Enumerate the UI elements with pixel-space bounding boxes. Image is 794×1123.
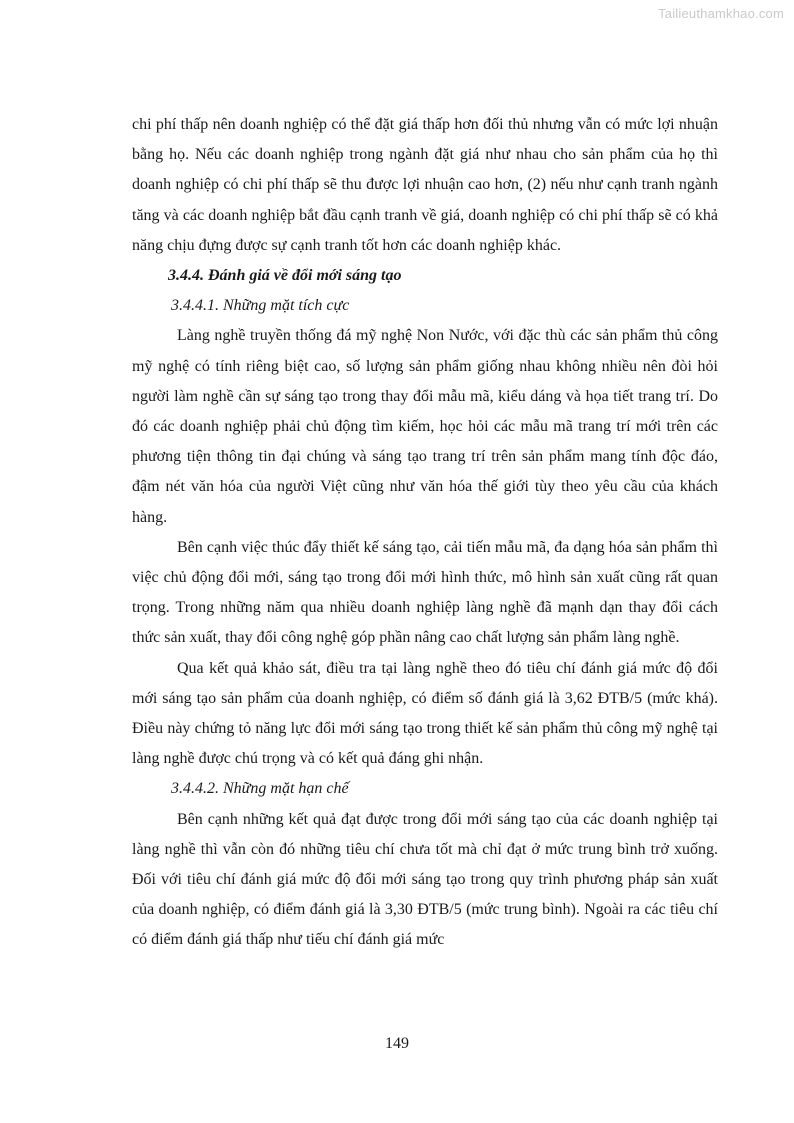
paragraph-survey-result: Qua kết quả khảo sát, điều tra tại làng nghề theo đó tiêu chí đánh giá mức độ đổi mới sáng tạo sản phẩm của doanh nghiệp, có điểm số đánh giá là 3,62 ĐTB/5 (mức khá). Điều này chứng tỏ năng lực đổi mới sáng tạo trong thiết kế sản phẩm thủ công mỹ nghệ tại làng nghề được chú trọng và có kết quả đáng ghi nhận. [132,659,718,768]
paragraph-cost-advantage: chi phí thấp nên doanh nghiệp có thể đặt giá thấp hơn đối thủ nhưng vẫn có mức lợi nhuận bằng họ. Nếu các doanh nghiệp trong ngành đặt giá như nhau cho sản phẩm của họ thì doanh nghiệp có chi phí thấp sẽ thu được lợi nhuận cao hơn, (2) nếu như cạnh tranh ngành tăng và các doanh nghiệp bắt đầu cạnh tranh về giá, doanh nghiệp có chi phí thấp sẽ có khả năng chịu đựng được sự cạnh tranh tốt hơn các doanh nghiệp khác. [132,116,718,254]
document-body [132,110,718,956]
paragraph-craft-village: Làng nghề truyền thống đá mỹ nghệ Non Nước, với đặc thù các sản phẩm thủ công mỹ nghệ có tính riêng biệt cao, số lượng sản phẩm giống nhau không nhiều nên đòi hỏi người làm nghề cần sự sáng tạo trong thay đổi mẫu mã, kiểu dáng và họa tiết trang trí. Do đó các doanh nghiệp phải chủ động tìm kiếm, học hỏi các mẫu mã trang trí mới trên các phương tiện thông tin đại chúng và sáng tạo trang trí trên sản phẩm mang tính độc đáo, đậm nét văn hóa của người Việt cũng như văn hóa thế giới tùy theo yêu cầu của khách hàng. [132,327,718,526]
page-number: 149 [385,1035,409,1052]
section-heading: 3.4.4. Đánh giá về đổi mới sáng tạo [168,267,402,285]
subsection-heading-limitations: 3.4.4.2. Những mặt hạn chế [171,780,349,798]
paragraph-limitations: Bên cạnh những kết quả đạt được trong đổi mới sáng tạo của các doanh nghiệp tại làng nghề thì vẫn còn đó những tiêu chí chưa tốt mà chỉ đạt ở mức trung bình trở xuống. Đối với tiêu chí đánh giá mức độ đổi mới sáng tạo trong quy trình phương pháp sản xuất của doanh nghiệp, có điểm đánh giá là 3,30 ĐTB/5 (mức trung bình). Ngoài ra các tiêu chí có điểm đánh giá thấp như tiếu chí đánh giá mức [132,810,718,949]
paragraph-design-innovation: Bên cạnh việc thúc đẩy thiết kế sáng tạo, cải tiến mẫu mã, đa dạng hóa sản phẩm thì việc chủ động đổi mới, sáng tạo trong đổi mới hình thức, mô hình sản xuất cũng rất quan trọng. Trong những năm qua nhiều doanh nghiệp làng nghề đã mạnh dạn thay đổi cách thức sản xuất, thay đổi công nghệ góp phần nâng cao chất lượng sản phẩm làng nghề. [132,538,718,647]
subsection-heading-positive: 3.4.4.1. Những mặt tích cực [171,297,350,315]
watermark-text: Tailieuthamkhao.com [658,6,784,21]
